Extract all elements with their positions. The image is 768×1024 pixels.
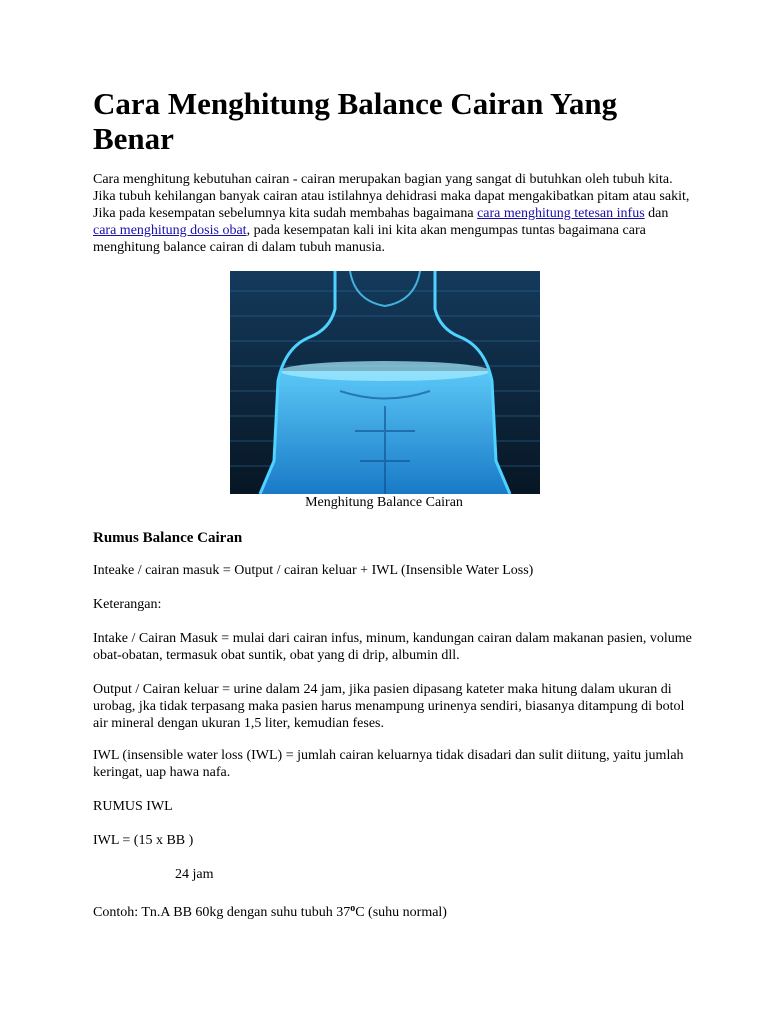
keterangan-label: Keterangan:	[93, 597, 162, 612]
section-heading: Rumus Balance Cairan	[93, 530, 243, 546]
example-text: Contoh: Tn.A BB 60kg dengan suhu tubuh 37	[93, 905, 351, 920]
example-text-end: C (suhu normal)	[355, 905, 447, 920]
figure-caption: Menghitung Balance Cairan	[305, 495, 463, 510]
body-silhouette-image	[230, 271, 540, 494]
link-dosis-obat[interactable]: cara menghitung dosis obat	[93, 223, 247, 238]
intro-text-2: dan	[644, 206, 669, 221]
page-title: Cara Menghitung Balance Cairan Yang Benar	[93, 86, 618, 156]
formula-paragraph: Inteake / cairan masuk = Output / cairan keluar + IWL (Insensible Water Loss)	[93, 563, 534, 578]
intro-text-1: Cara menghitung kebutuhan cairan - cairan merupakan bagian yang sangat di butuhkan oleh tubuh kita. Jika tubuh kehilangan banyak cairan atau istilahnya dehidrasi maka dapat mengakibatkan pitam atau sakit, Jika pada kesempatan sebelumnya kita sudah membahas bagaimana	[93, 172, 690, 221]
output-paragraph: Output / Cairan keluar = urine dalam 24 jam, jika pasien dipasang kateter maka hitung dalam ukuran di urobag, jka tidak terpasang maka pasien harus menampung urinenya sendiri, biasanya ditampung di botol air mineral dengan ukuran 1,5 liter, kemudian feses.	[93, 682, 685, 731]
intake-paragraph: Intake / Cairan Masuk = mulai dari cairan infus, minum, kandungan cairan dalam makanan pasien, volume obat-obatan, termasuk obat suntik, obat yang di drip, albumin dll.	[93, 631, 692, 663]
iwl-formula-numerator: IWL = (15 x BB )	[93, 833, 194, 848]
intro-paragraph	[93, 171, 693, 256]
degree-symbol: o	[350, 903, 356, 914]
iwl-formula-denominator: 24 jam	[175, 867, 214, 882]
intro-text-3: , pada kesempatan kali ini kita akan mengumpas tuntas bagaimana cara menghitung balance cairan di dalam tubuh manusia.	[93, 223, 646, 255]
example-paragraph	[93, 900, 693, 921]
rumus-iwl-label: RUMUS IWL	[93, 799, 173, 814]
link-tetesan-infus[interactable]: cara menghitung tetesan infus	[477, 206, 645, 221]
iwl-paragraph: IWL (insensible water loss (IWL) = jumlah cairan keluarnya tidak disadari dan sulit diitung, yaitu jumlah keringat, uap hawa nafa.	[93, 748, 684, 780]
body-water-illustration	[230, 271, 540, 494]
